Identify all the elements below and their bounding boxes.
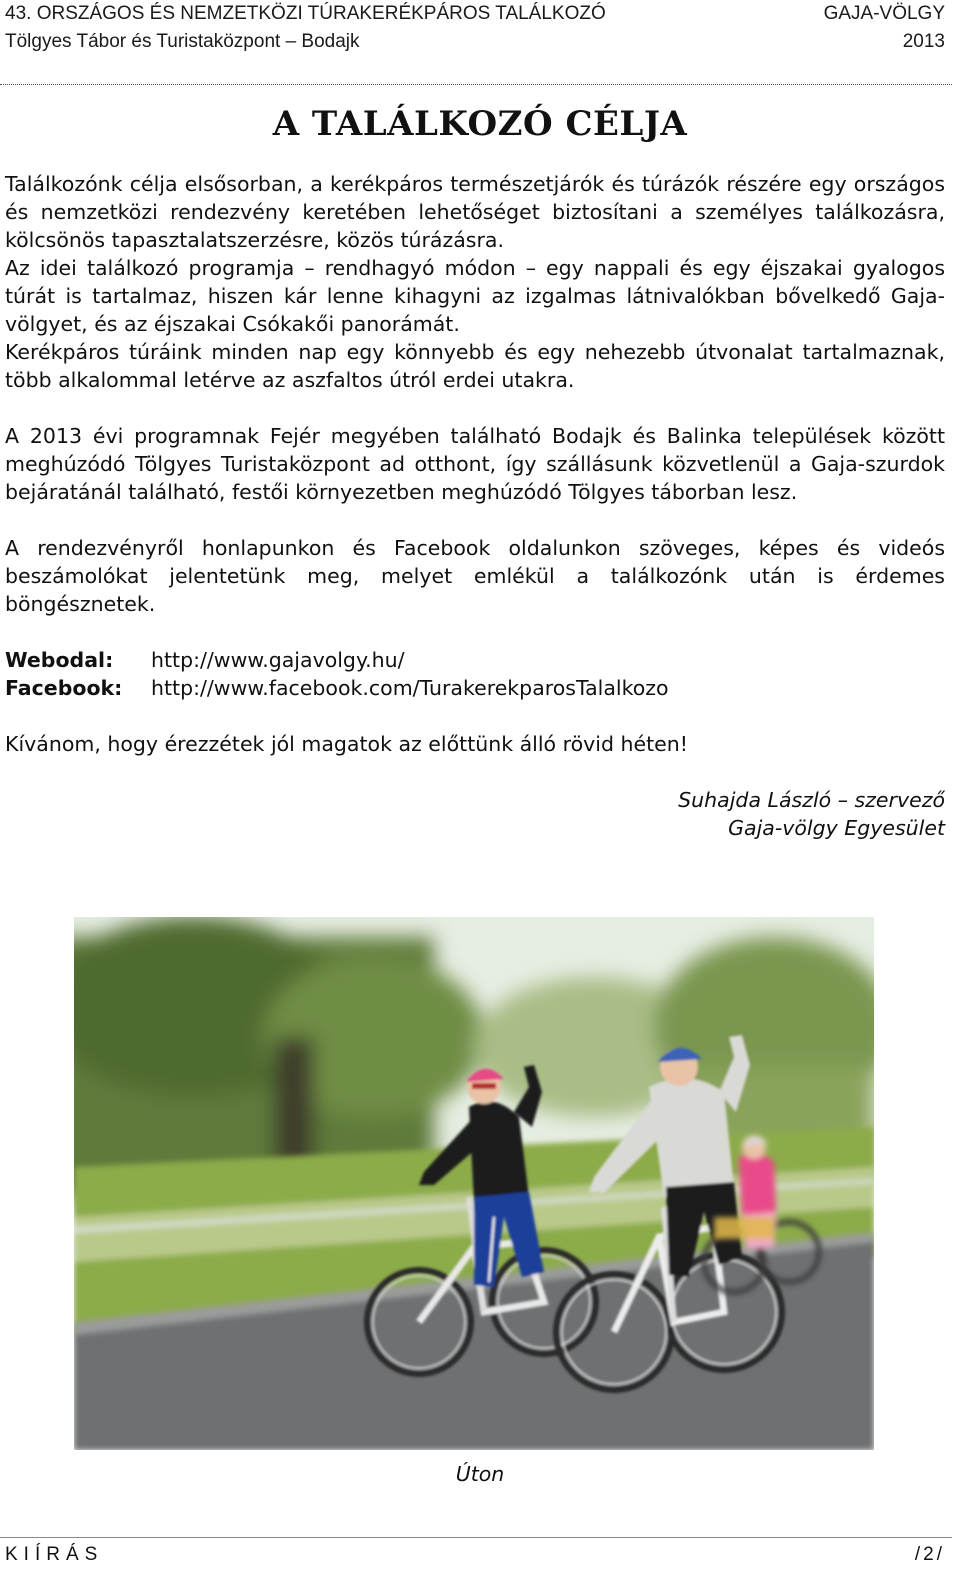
facebook-link-row bbox=[5, 674, 945, 702]
paragraph-program: Az idei találkozó programja – rendhagyó módon – egy nappali és egy éjszakai gyalogos túrát is tartalmaz, hiszen kár lenne kihagyni az izgalmas látnivalókban bővelkedő Gaja-völgyet, és az éjszakai Csókakői panorámát. bbox=[5, 256, 945, 336]
facebook-link[interactable]: http://www.facebook.com/TurakerekparosTalalkozo bbox=[151, 676, 669, 700]
page-footer bbox=[5, 1541, 945, 1569]
paragraph-goal: Találkozónk célja elsősorban, a kerékpáros természetjárók és túrázók részére egy országos és nemzetközi rendezvény keretében lehetőséget biztosítani a személyes találkozásra, kölcsönös tapasztalatszerzésre, közös túrázásra. bbox=[5, 172, 945, 252]
signature bbox=[5, 786, 945, 842]
cyclists-photo bbox=[74, 917, 874, 1450]
web-label: Webodal: bbox=[5, 648, 114, 672]
paragraph-venue: A 2013 évi programnak Fejér megyében található Bodajk és Balinka települések között meghúzódó Tölgyes Turistaközpont ad otthont, így szállásunk közvetlenül a Gaja-szurdok bejáratánál található, festői környezetben meghúzódó Tölgyes táborban lesz. bbox=[5, 424, 945, 504]
body-text bbox=[5, 170, 945, 842]
header-year: 2013 bbox=[902, 31, 945, 52]
photo-caption: Úton bbox=[455, 1462, 505, 1486]
facebook-label: Facebook: bbox=[5, 676, 123, 700]
header-row-2 bbox=[5, 28, 945, 56]
signature-name: Suhajda László – szervező bbox=[678, 788, 945, 812]
footer-section-label: KIÍRÁS bbox=[5, 1544, 104, 1565]
footer-divider bbox=[0, 1537, 952, 1538]
header-venue: Tölgyes Tábor és Turistaközpont – Bodajk bbox=[5, 31, 360, 52]
signature-org: Gaja-völgy Egyesület bbox=[728, 816, 945, 840]
page-header bbox=[5, 0, 945, 56]
page-number: /2/ bbox=[914, 1544, 945, 1565]
header-location: GAJA-VÖLGY bbox=[823, 3, 945, 24]
header-event-title: 43. ORSZÁGOS ÉS NEMZETKÖZI TÚRAKERÉKPÁROS TALÁLKOZÓ bbox=[5, 3, 606, 24]
header-row-1 bbox=[5, 0, 945, 28]
web-link-row bbox=[5, 646, 945, 674]
paragraph-routes: Kerékpáros túráink minden nap egy könnyebb és egy nehezebb útvonalat tartalmaznak, több alkalommal letérve az aszfaltos útról erdei utakra. bbox=[5, 340, 945, 392]
header-divider bbox=[0, 84, 952, 85]
closing-wish: Kívánom, hogy érezzétek jól magatok az előttünk álló rövid héten! bbox=[5, 732, 688, 756]
web-link[interactable]: http://www.gajavolgy.hu/ bbox=[151, 648, 405, 672]
paragraph-reports: A rendezvényről honlapunkon és Facebook oldalunkon szöveges, képes és videós beszámolókat jelentetünk meg, melyet emlékül a találkozónk után is érdemes böngésznetek. bbox=[5, 536, 945, 616]
page-title: A TALÁLKOZÓ CÉLJA bbox=[272, 104, 688, 144]
links-block bbox=[5, 646, 945, 702]
